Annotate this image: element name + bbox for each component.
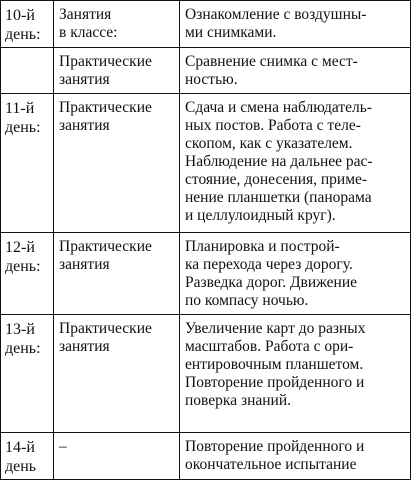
table-row (1, 48, 411, 94)
description-cell (180, 315, 411, 433)
activity-type-line: Практические (59, 99, 152, 116)
day-cell (1, 94, 54, 233)
description-line: ентировочным планшетом. (185, 356, 364, 373)
activity-type-line: в классе: (59, 24, 118, 41)
activity-type-cell (54, 94, 180, 233)
activity-type-line: занятия (59, 71, 110, 88)
day-cell (1, 315, 54, 433)
table-row (1, 315, 411, 433)
day-line: 12-й (5, 239, 35, 256)
activity-type-line: Практические (59, 320, 152, 337)
description-line: Увеличение карт до разных (185, 320, 366, 337)
description-line: нение планшетки (панорама (185, 189, 372, 206)
activity-type-cell (54, 233, 180, 315)
day-line: день (5, 458, 37, 475)
activity-type-cell (54, 315, 180, 433)
activity-type-cell (54, 1, 180, 48)
description-cell (180, 48, 411, 94)
description-line: Повторение пройденного и (185, 438, 365, 455)
activity-type-cell (54, 48, 180, 94)
description-line: ка перехода через дорогу. (185, 256, 353, 273)
table-row (1, 94, 411, 233)
activity-type-cell (54, 433, 180, 480)
day-line: 13-й (5, 321, 35, 338)
day-line: 14-й (5, 439, 35, 456)
day-line: день: (5, 119, 41, 136)
description-line: стояние, донесения, приме- (185, 171, 368, 188)
description-line: Наблюдение на дальнее рас- (185, 153, 373, 170)
day-line: 10-й (5, 7, 35, 24)
day-cell (1, 233, 54, 315)
activity-type-line: – (59, 438, 67, 455)
description-line: поверка знаний. (185, 392, 292, 409)
table-row (1, 433, 411, 480)
description-line: ных постов. Работа с теле- (185, 117, 361, 134)
description-line: Ознакомление с воздушны- (185, 6, 367, 23)
description-line: Повторение пройденного и (185, 374, 365, 391)
day-cell (1, 433, 54, 480)
description-line: Сдача и смена наблюдатель- (185, 99, 373, 116)
table-row (1, 1, 411, 48)
day-line: день: (5, 26, 41, 43)
description-line: и целлулоидный круг). (185, 207, 336, 224)
description-line: Планировка и построй- (185, 238, 340, 255)
description-line: по компасу ночью. (185, 292, 309, 309)
activity-type-line: занятия (59, 338, 110, 355)
activity-type-line: Практические (59, 238, 152, 255)
day-cell (1, 48, 54, 94)
day-line: 11-й (5, 100, 35, 117)
activity-type-line: Занятия (59, 6, 112, 23)
table-row (1, 233, 411, 315)
description-line: окончательное испытание (185, 456, 357, 473)
description-cell (180, 1, 411, 48)
description-line: ностью. (185, 71, 238, 88)
description-line: Сравнение снимка с мест- (185, 53, 358, 70)
day-line: день: (5, 258, 41, 275)
activity-type-line: Практические (59, 53, 152, 70)
description-line: Разведка дорог. Движение (185, 274, 357, 291)
activity-type-line: занятия (59, 256, 110, 273)
description-line: скопом, как с указателем. (185, 135, 353, 152)
description-line: ми снимками. (185, 24, 277, 41)
description-cell (180, 94, 411, 233)
day-cell (1, 1, 54, 48)
day-line: день: (5, 340, 41, 357)
description-cell (180, 433, 411, 480)
description-line: масштабов. Работа с ори- (185, 338, 354, 355)
activity-type-line: занятия (59, 117, 110, 134)
description-cell (180, 233, 411, 315)
